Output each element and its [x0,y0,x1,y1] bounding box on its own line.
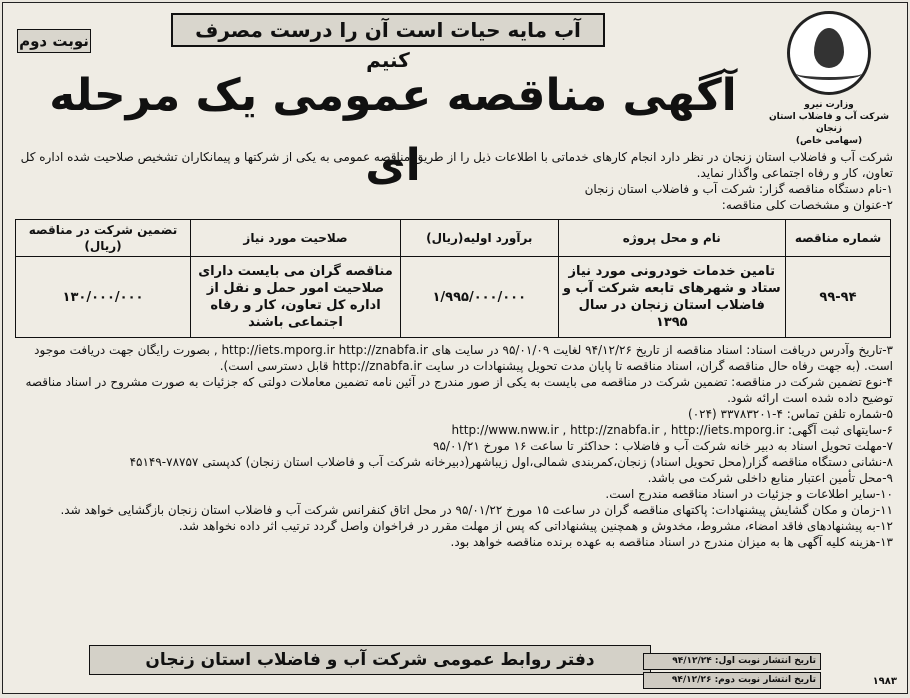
table-row [16,257,891,338]
header-tender-number: شماره مناقصه [786,220,891,257]
list-item: ۹-محل تأمین اعتبار منابع داخلی شرکت می باشد. [647,471,893,485]
round-badge: نوبت دوم [17,29,91,53]
header-estimate: برآورد اولیه(ریال) [401,220,559,257]
logo-caption [759,99,899,147]
slogan-banner: آب مایه حیات است آن را درست مصرف کنیم [171,13,605,47]
header-qualification: صلاحیت مورد نیاز [191,220,401,257]
list-item: ۴-نوع تضمین شرکت در مناقصه: تضمین شرکت در مناقصه می بایست به یکی از صور مندرج در آئین نامه تضمین معاملات دولتی که جزئیات به صورت مشروح در اسناد مناقصه توضیح داده شده است ارائه شود. [25,375,893,405]
list-item: ۷-مهلت تحویل اسناد به دبیر خانه شرکت آب و فاضلاب : حداکثر تا ساعت ۱۶ مورخ ۹۵/۰۱/۲۱ [433,439,893,453]
logo-line-ministry: وزارت نیرو [804,100,854,110]
ad-code: ۱۹۸۳ [872,676,897,687]
intro-item-1: ۱-نام دستگاه مناقصه گزار: شرکت آب و فاضلاب استان زنجان [584,182,893,196]
date-second-publish: تاریخ انتشار نوبت دوم: ۹۴/۱۲/۲۶ [643,672,821,689]
water-drop-icon [787,11,871,95]
tender-ad-page [2,2,908,694]
items-list [13,342,893,550]
logo-line-type: (سهامی خاص) [795,136,863,146]
page-title: آگهی مناقصه عمومی یک مرحله ای [49,70,737,191]
cell-estimate: ۱/۹۹۵/۰۰۰/۰۰۰ [401,257,559,338]
publish-dates [643,651,821,689]
list-item: ۱۳-هزینه کلیه آگهی ها به میزان مندرج در اسناد مناقصه به عهده برنده مناقصه خواهد بود. [450,535,893,549]
intro-item-2: ۲-عنوان و مشخصات کلی مناقصه: [721,198,893,212]
cell-guarantee: ۱۳۰/۰۰۰/۰۰۰ [16,257,191,338]
cell-tender-number: ۹۹-۹۴ [786,257,891,338]
ad-body [3,143,907,550]
list-item: ۱۱-زمان و مکان گشایش پیشنهادات: پاکتهای مناقصه گران در ساعت ۱۵ مورخ ۹۵/۰۱/۲۲ در محل اتاق کنفرانس شرکت آب و فاضلاب استان زنجان بازگشایی خواهد شد. [60,503,893,517]
company-logo [759,11,899,146]
list-item: ۸-نشانی دستگاه مناقصه گزار(محل تحویل اسناد) زنجان،کمربندی شمالی،اول زیباشهر(دبیرخانه شرکت آب و فاضلاب استان زنجان) کدپستی ۷۸۷۵۷-۴۵۱۴۹ [129,455,893,469]
cell-project: تامین خدمات خودرونی مورد نیاز ستاد و شهرهای تابعه شرکت آب و فاضلاب استان زنجان در سال ۱۳۹۵ [558,257,786,338]
header-guarantee: تضمین شرکت در مناقصه (ریال) [16,220,191,257]
logo-line-company: شرکت آب و فاضلاب استان زنجان [769,112,889,134]
list-item: ۳-تاریخ وآدرس دریافت اسناد: اسناد مناقصه از تاریخ ۹۴/۱۲/۲۶ لغایت ۹۵/۰۱/۰۹ در سایت های http://iets.mporg.ir http://znabfa.ir , بصورت رایگان جهت دریافت موجود است. (به جهت رفاه حال مناقصه گران، اسناد مناقصه تا پایان مدت تحویل پیشنهادات در سایت http://znabfa.ir قابل دسترسی است). [34,343,893,373]
ad-footer [3,641,907,693]
tender-table [15,219,891,338]
list-item: ۶-سایتهای ثبت آگهی: http://www.nww.ir , http://znabfa.ir , http://iets.mporg.ir [451,423,893,437]
list-item: ۱۰-سایر اطلاعات و جزئیات در اسناد مناقصه مندرج است. [605,487,893,501]
list-item: ۱۲-به پیشنهادهای فاقد امضاء، مشروط، مخدوش و همچنین پیشنهاداتی که پس از مهلت مقرر در فراخوان واصل گردد ترتیب اثر داده نخواهد شد. [178,519,893,533]
cell-qualification: مناقصه گران می بایست دارای صلاحیت امور حمل و نقل از اداره کل تعاون، کار و رفاه اجتماعی باشند [191,257,401,338]
date-first-publish: تاریخ انتشار نوبت اول: ۹۴/۱۲/۲۴ [643,653,821,670]
public-relations-office: دفتر روابط عمومی شرکت آب و فاضلاب استان زنجان [89,645,651,675]
intro-paragraph: شرکت آب و فاضلاب استان زنجان در نظر دارد انجام کارهای خدماتی با اطلاعات ذیل را از طریق مناقصه عمومی به یکی از شرکتها و پیمانکاران تشخیص صلاحیت شده اداره کل تعاون، کار و رفاه اجتماعی واگذار نماید. [20,150,893,180]
list-item: ۵-شماره تلفن تماس: ۴-۳۳۷۸۳۲۰۱ (۰۲۴) [688,407,893,421]
table-header-row [16,220,891,257]
header-project: نام و محل پروژه [558,220,786,257]
